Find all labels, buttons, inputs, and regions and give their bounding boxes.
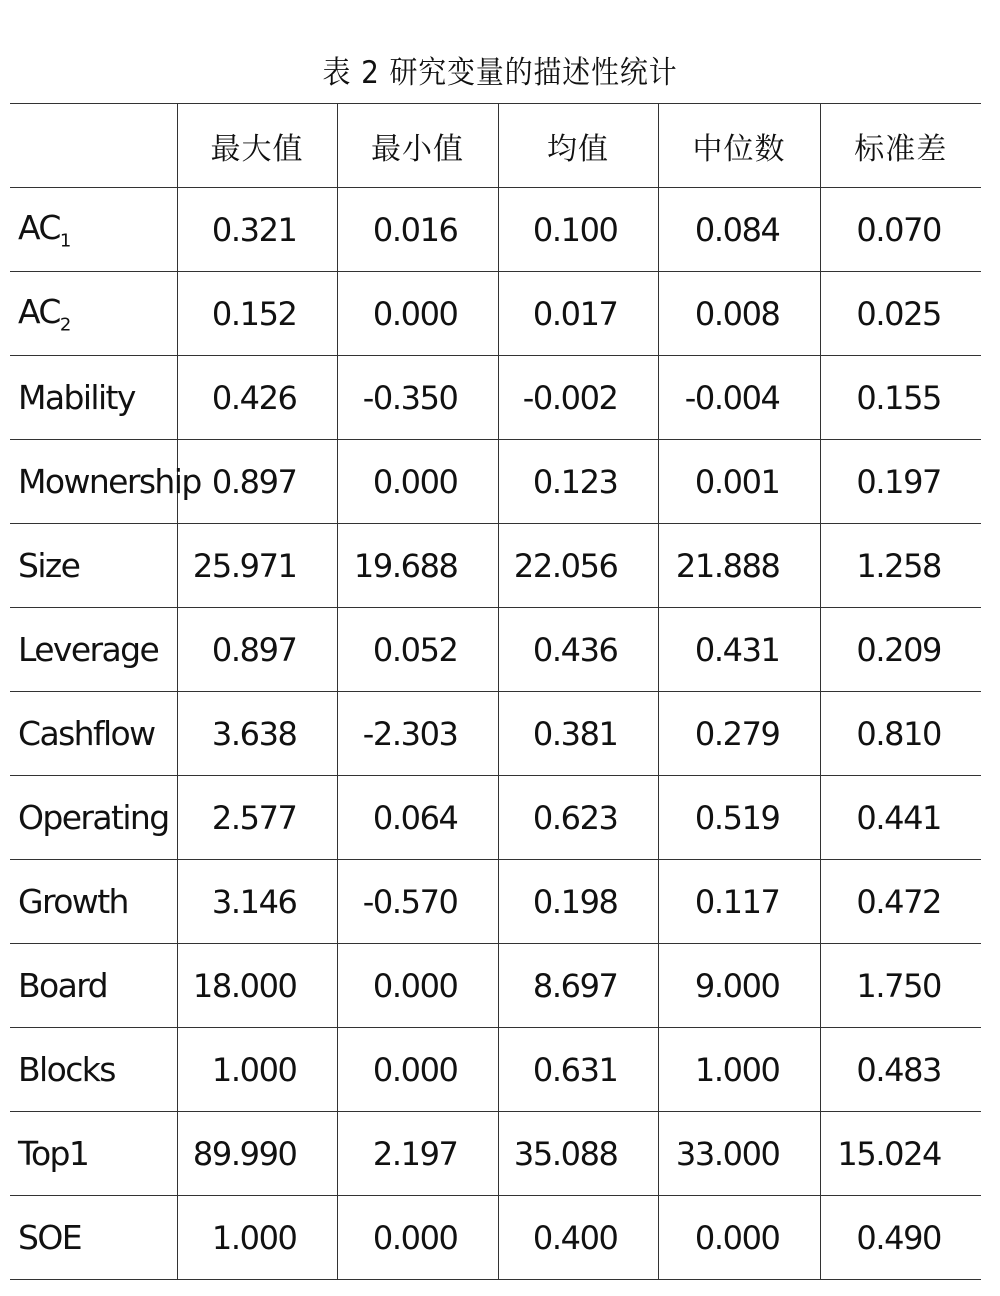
cell-max: 1.000 [177,1196,337,1280]
table-row [10,608,981,692]
cell-std: 0.441 [820,776,981,860]
cell-max: 25.971 [177,524,337,608]
cell-median: 0.279 [658,692,820,776]
row-label: Mability [10,356,177,440]
table-row [10,860,981,944]
cell-max: 3.638 [177,692,337,776]
cell-max: 2.577 [177,776,337,860]
cell-median: 9.000 [658,944,820,1028]
cell-min: 0.016 [337,188,498,272]
row-label-text: AC [18,291,60,331]
table-row [10,524,981,608]
table-row [10,272,981,356]
cell-mean: 0.017 [498,272,658,356]
row-label: Blocks [10,1028,177,1112]
row-label: Size [10,524,177,608]
header-cell-max: 最大值 [177,104,337,188]
header-cell-std: 标准差 [820,104,981,188]
cell-min: 0.000 [337,944,498,1028]
cell-median: 0.084 [658,188,820,272]
header-cell-median: 中位数 [658,104,820,188]
cell-min: -0.350 [337,356,498,440]
cell-max: 0.321 [177,188,337,272]
table-row [10,356,981,440]
cell-max: 0.897 [177,608,337,692]
table-row [10,692,981,776]
cell-max: 89.990 [177,1112,337,1196]
header-cell-min: 最小值 [337,104,498,188]
table-row [10,188,981,272]
row-label: Cashflow [10,692,177,776]
row-label: Mownership [10,440,177,524]
cell-mean: 0.123 [498,440,658,524]
row-label: Board [10,944,177,1028]
table-row [10,1196,981,1280]
cell-mean: 0.436 [498,608,658,692]
cell-min: 2.197 [337,1112,498,1196]
cell-min: 0.052 [337,608,498,692]
row-label-subscript: 1 [59,230,72,252]
cell-median: 0.519 [658,776,820,860]
cell-mean: 8.697 [498,944,658,1028]
row-label-subscript: 2 [59,314,72,336]
row-label [10,272,177,356]
table-row [10,1028,981,1112]
cell-mean: -0.002 [498,356,658,440]
cell-median: 0.008 [658,272,820,356]
cell-max: 1.000 [177,1028,337,1112]
cell-std: 0.209 [820,608,981,692]
row-label-text: AC [18,207,60,247]
cell-std: 0.490 [820,1196,981,1280]
cell-std: 0.070 [820,188,981,272]
cell-mean: 0.631 [498,1028,658,1112]
cell-mean: 0.400 [498,1196,658,1280]
row-label: SOE [10,1196,177,1280]
row-label: Operating [10,776,177,860]
cell-median: 1.000 [658,1028,820,1112]
cell-max: 0.897 [177,440,337,524]
row-label: Top1 [10,1112,177,1196]
cell-std: 0.025 [820,272,981,356]
cell-std: 0.155 [820,356,981,440]
table-header-row [10,104,981,188]
cell-min: -2.303 [337,692,498,776]
cell-min: 0.000 [337,1028,498,1112]
cell-mean: 0.100 [498,188,658,272]
cell-std: 1.750 [820,944,981,1028]
cell-std: 1.258 [820,524,981,608]
cell-min: 0.064 [337,776,498,860]
cell-mean: 0.381 [498,692,658,776]
cell-min: 0.000 [337,440,498,524]
header-cell-variable [10,104,177,188]
cell-max: 3.146 [177,860,337,944]
cell-max: 18.000 [177,944,337,1028]
cell-median: 21.888 [658,524,820,608]
table-row [10,1112,981,1196]
cell-min: 19.688 [337,524,498,608]
cell-std: 0.483 [820,1028,981,1112]
table-row [10,776,981,860]
cell-median: 0.001 [658,440,820,524]
cell-median: -0.004 [658,356,820,440]
cell-median: 0.117 [658,860,820,944]
table-row [10,440,981,524]
cell-mean: 0.623 [498,776,658,860]
row-label: Growth [10,860,177,944]
table-caption: 表 2 研究变量的描述性统计 [322,55,678,91]
cell-min: -0.570 [337,860,498,944]
cell-std: 0.810 [820,692,981,776]
cell-min: 0.000 [337,272,498,356]
cell-max: 0.426 [177,356,337,440]
cell-std: 15.024 [820,1112,981,1196]
cell-std: 0.197 [820,440,981,524]
header-cell-mean: 均值 [498,104,658,188]
cell-mean: 22.056 [498,524,658,608]
cell-mean: 35.088 [498,1112,658,1196]
descriptive-statistics-table [10,103,981,1280]
cell-max: 0.152 [177,272,337,356]
table-row [10,944,981,1028]
cell-median: 33.000 [658,1112,820,1196]
cell-median: 0.000 [658,1196,820,1280]
cell-std: 0.472 [820,860,981,944]
cell-median: 0.431 [658,608,820,692]
row-label: Leverage [10,608,177,692]
cell-mean: 0.198 [498,860,658,944]
cell-min: 0.000 [337,1196,498,1280]
row-label [10,188,177,272]
